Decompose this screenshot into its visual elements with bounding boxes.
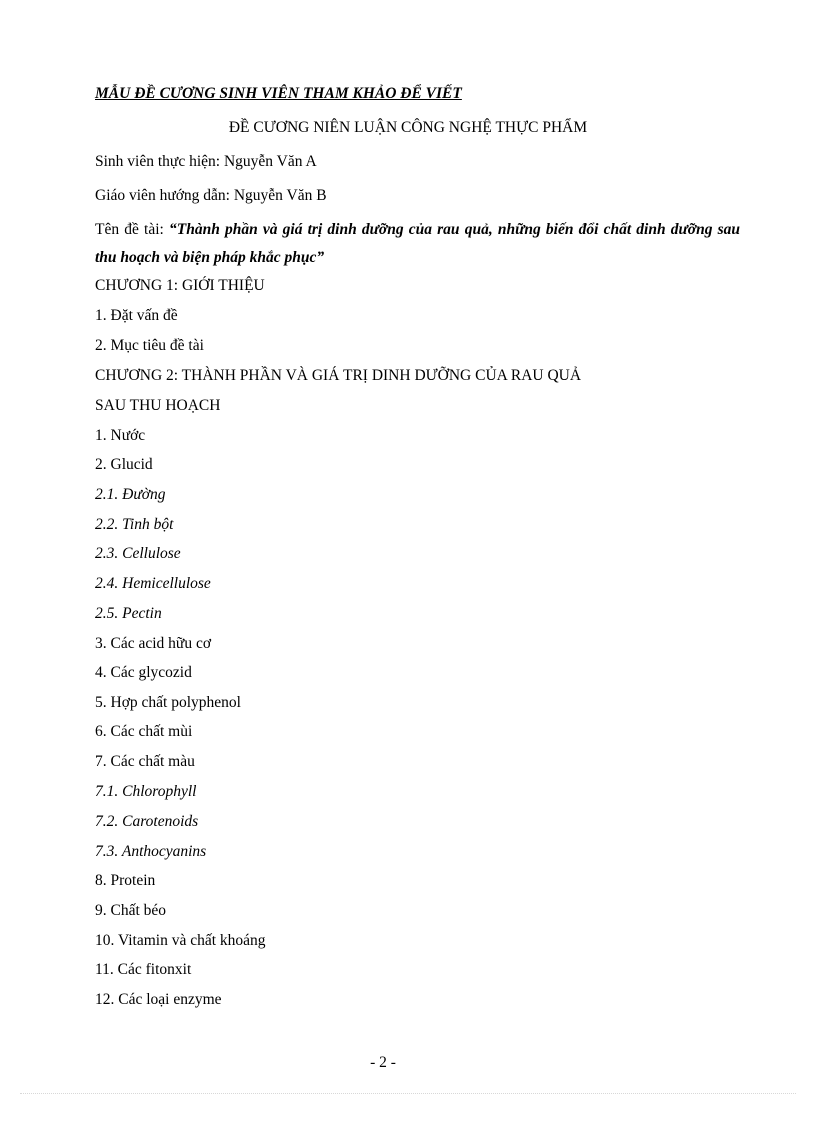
advisor-line xyxy=(95,186,327,206)
chapter2-item: 2. Glucid xyxy=(95,456,153,473)
footer-divider xyxy=(20,1093,796,1094)
chapter2-subitem: 2.4. Hemicellulose xyxy=(95,575,211,592)
student-line xyxy=(95,152,317,172)
chapter1-item: 2. Mục tiêu đề tài xyxy=(95,337,204,354)
chapter2-item: 6. Các chất mùi xyxy=(95,723,193,740)
chapter2-subitem: 7.3. Anthocyanins xyxy=(95,843,207,860)
chapter2-subitem: 2.5. Pectin xyxy=(95,605,162,622)
template-heading: MẪU ĐỀ CƯƠNG SINH VIÊN THAM KHẢO ĐỂ VIẾT xyxy=(95,85,462,102)
topic-text: “Thành phần và giá trị dinh dưỡng của rau quả, những biến đổi chất dinh dưỡng sau thu hoạch và biện pháp khắc phục” xyxy=(95,221,741,266)
advisor-label: Giáo viên hướng dẫn: xyxy=(95,187,230,204)
student-label: Sinh viên thực hiện: xyxy=(95,153,221,170)
chapter2-subitem: 7.2. Carotenoids xyxy=(95,813,199,830)
topic-label: Tên đề tài: xyxy=(95,221,164,238)
chapter2-item: 11. Các fitonxit xyxy=(95,961,192,978)
page-number: - 2 - xyxy=(370,1054,396,1071)
chapter2-subitem: 2.3. Cellulose xyxy=(95,545,181,562)
outline-title: ĐỀ CƯƠNG NIÊN LUẬN CÔNG NGHỆ THỰC PHẨM xyxy=(228,119,588,136)
chapter2-item: 10. Vitamin và chất khoáng xyxy=(95,932,266,949)
advisor-name: Nguyễn Văn B xyxy=(233,187,327,204)
chapter2-item: 5. Hợp chất polyphenol xyxy=(95,694,241,711)
chapter2-item: 4. Các glycozid xyxy=(95,664,192,681)
chapter2-item: 3. Các acid hữu cơ xyxy=(95,635,212,652)
chapter2-title-line2: SAU THU HOẠCH xyxy=(95,397,221,414)
chapter2-item: 1. Nước xyxy=(95,427,146,444)
chapter2-title-line1: CHƯƠNG 2: THÀNH PHẦN VÀ GIÁ TRỊ DINH DƯỠNG CỦA RAU QUẢ xyxy=(95,367,582,384)
chapter2-item: 9. Chất béo xyxy=(95,902,167,919)
chapter2-item: 7. Các chất màu xyxy=(95,753,195,770)
chapter2-subitem: 2.1. Đường xyxy=(95,486,166,503)
chapter2-subitem: 2.2. Tinh bột xyxy=(95,516,174,533)
topic-line xyxy=(95,216,740,272)
chapter2-subitem: 7.1. Chlorophyll xyxy=(95,783,197,800)
chapter1-item: 1. Đặt vấn đề xyxy=(95,307,178,324)
chapter1-title: CHƯƠNG 1: GIỚI THIỆU xyxy=(95,277,265,294)
student-name: Nguyễn Văn A xyxy=(223,153,317,170)
chapter2-item: 8. Protein xyxy=(95,872,156,889)
chapter2-item: 12. Các loại enzyme xyxy=(95,991,222,1008)
